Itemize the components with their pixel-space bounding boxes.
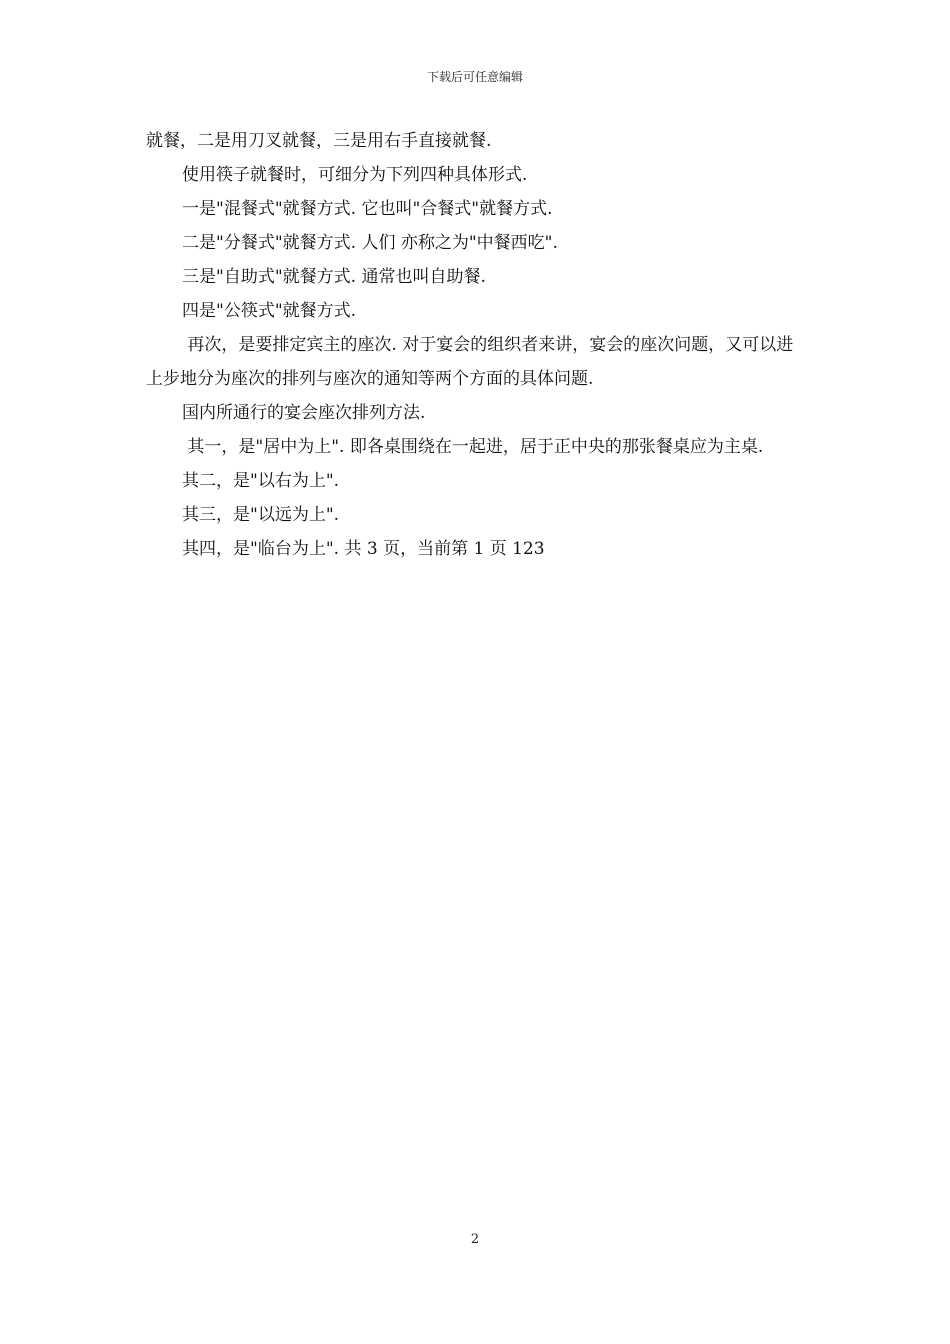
paragraph-12: 其四，是"临台为上". 共 3 页，当前第 1 页 123 xyxy=(182,539,545,559)
paragraph-2: 使用筷子就餐时，可细分为下列四种具体形式. xyxy=(182,165,528,185)
paragraph-9: 其一，是"居中为上". 即各桌围绕在一起进，居于正中央的那张餐桌应为主桌. xyxy=(182,437,764,457)
paragraph-5: 三是"自助式"就餐方式. 通常也叫自助餐. xyxy=(182,267,486,287)
paragraph-7: 再次，是要排定宾主的座次. 对于宴会的组织者来讲，宴会的座次问题，又可以进上步地分为座次的排列与座次的通知等两个方面的具体问题. xyxy=(146,335,794,389)
paragraph-6: 四是"公筷式"就餐方式. xyxy=(182,301,357,321)
paragraph-3: 一是"混餐式"就餐方式. 它也叫"合餐式"就餐方式. xyxy=(182,199,553,219)
page-number: 2 xyxy=(470,1232,480,1247)
paragraph-4: 二是"分餐式"就餐方式. 人们 亦称之为"中餐西吃". xyxy=(182,233,558,253)
paragraph-11: 其三，是"以远为上". xyxy=(182,505,340,525)
paragraph-1: 就餐，二是用刀叉就餐，三是用右手直接就餐. xyxy=(146,131,492,151)
paragraph-8: 国内所通行的宴会座次排列方法. xyxy=(182,403,426,423)
page-header: 下载后可任意编辑 xyxy=(426,70,523,84)
document-body xyxy=(146,124,808,566)
paragraph-10: 其二，是"以右为上". xyxy=(182,471,340,491)
